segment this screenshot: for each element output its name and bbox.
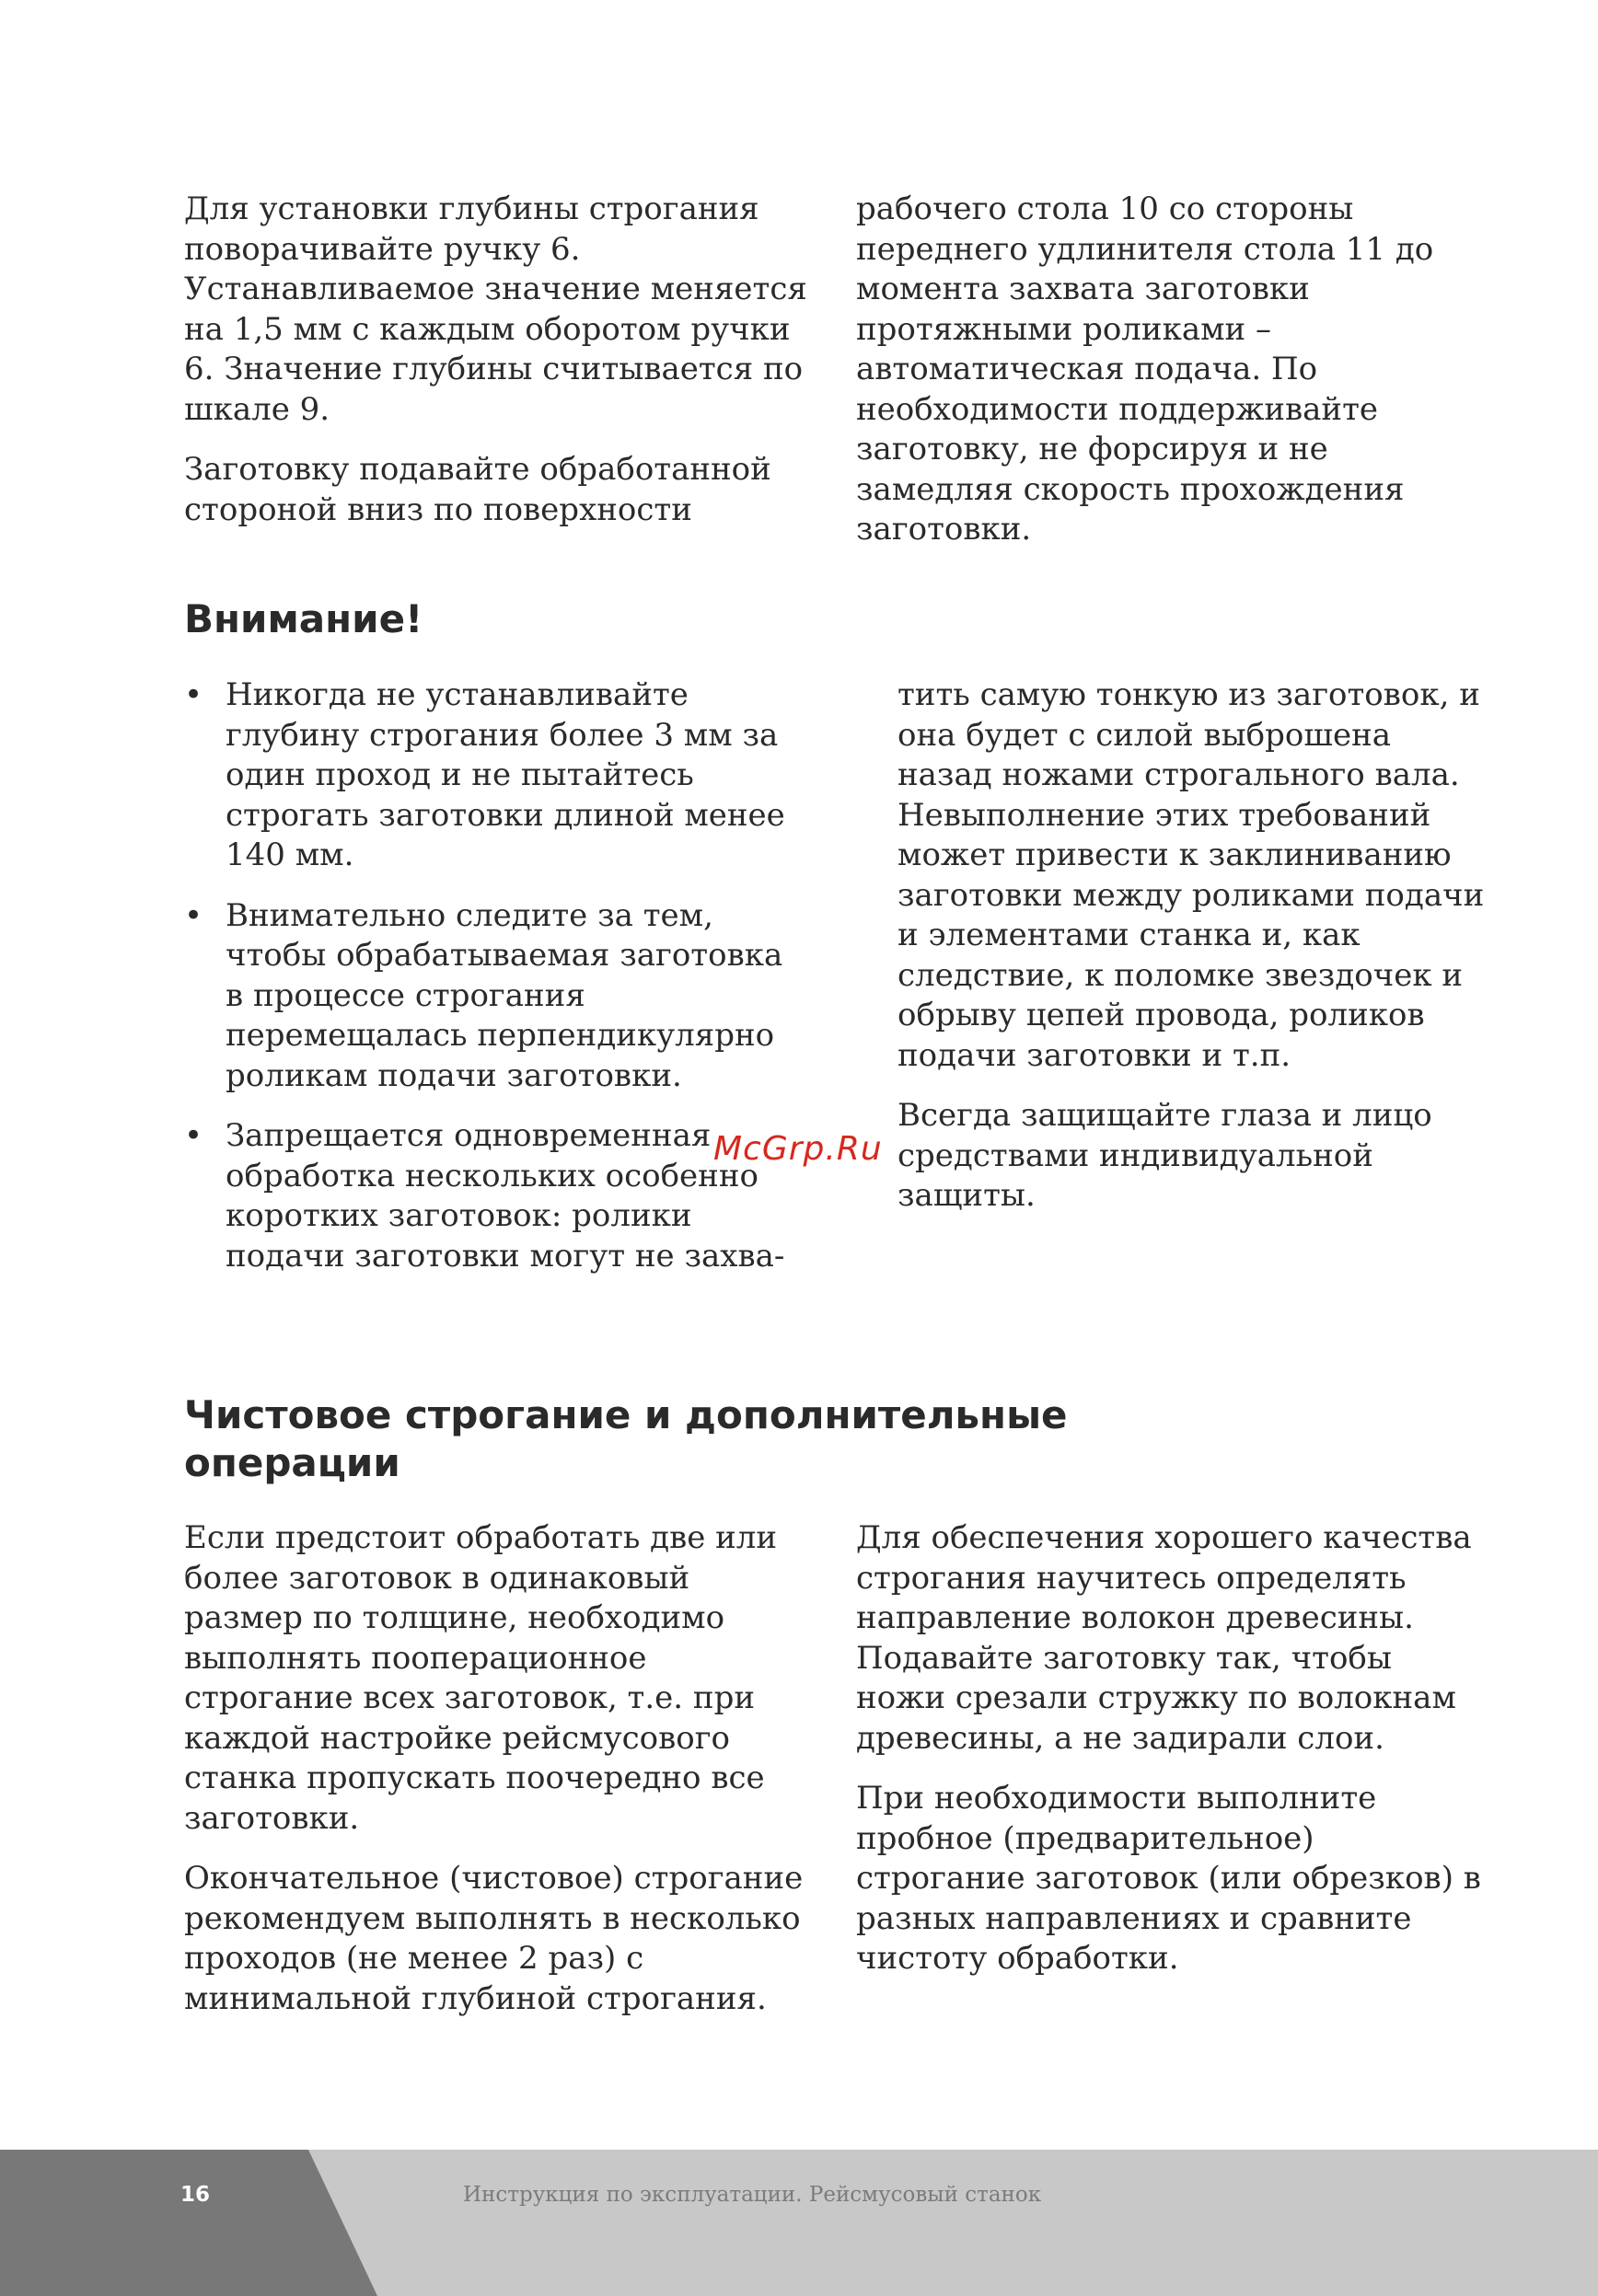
final-planing-paragraph: Окончательное (чистовое) строгание рекомендуем выполнять в несколько проходов (не менее 2 раз) с минимальной глубиной строгания. — [184, 1860, 804, 2017]
bullet-marker: • — [184, 1117, 203, 1154]
warning-item-multiple — [184, 1116, 792, 1276]
section1-right-column — [856, 190, 1482, 550]
grain-direction-paragraph: Для обеспечения хорошего качества строгания научитесь определять направление волокон древесины. Подавайте заготовку так, чтобы ножи срезали стружку по волокнам древесины, а не задирали слои. — [856, 1519, 1472, 1757]
warning-right-column — [897, 675, 1487, 1217]
bullet-marker: • — [184, 896, 203, 934]
finishing-right-column — [856, 1518, 1482, 1979]
finishing-heading: Чистовое строгание и дополнительные операции — [184, 1392, 1068, 1485]
finishing-left-column — [184, 1518, 810, 2019]
warning-item-depth — [184, 675, 792, 876]
warning-bullet-list — [184, 675, 792, 1276]
warning-item-text: Внимательно следите за тем, чтобы обрабатываемая заготовка в процессе строгания перемещалась перпендикулярно роликам подачи заготовки. — [226, 896, 783, 1094]
page-number: 16 — [180, 2183, 211, 2207]
eye-protection-paragraph: Всегда защищайте глаза и лицо средствами индивидуальной защиты. — [897, 1097, 1432, 1214]
footer-tab-shape — [0, 2150, 377, 2296]
bullet-marker: • — [184, 676, 203, 713]
operation-planing-paragraph: Если предстоит обработать две или более заготовок в одинаковый размер по толщине, необходимо выполнять пооперационное строгание всех заготовок, т.е. при каждой настройке рейсмусового станка пропускать поочередно все заготовки. — [184, 1519, 778, 1837]
trial-planing-paragraph: При необходимости выполните пробное (предварительное) строгание заготовок (или обрезков) в разных направлениях и сравните чистоту обработки. — [856, 1780, 1481, 1977]
warning-item-perpendicular — [184, 896, 792, 1097]
warning-left-column — [184, 675, 792, 1297]
watermark-text: McGrp.Ru — [713, 1130, 883, 1168]
warning-item-text: Никогда не устанавливайте глубину строгания более 3 мм за один проход и не пытайтесь строгать заготовки длиной менее 140 мм. — [226, 676, 785, 873]
warning-heading: Внимание! — [184, 596, 423, 641]
warning-item-text: Запрещается одновременная обработка нескольких особенно коротких заготовок: ролики подачи заготовки могут не захва- — [226, 1117, 785, 1275]
feeding-paragraph-start: Заготовку подавайте обработанной стороной вниз по поверхности — [184, 451, 771, 528]
warning-continuation-paragraph: тить самую тонкую из заготовок, и она будет с силой выброшена назад ножами строгального вала. Невыполнение этих требований может привести к заклиниванию заготовки между роликами подачи и элементами станка и, как следствие, к поломке звездочек и обрыву цепей провода, роликов подачи заготовки и т.п. — [897, 676, 1485, 1074]
footer-page-tab — [0, 2150, 387, 2296]
section1-left-column — [184, 190, 810, 530]
footer-document-title: Инструкция по эксплуатации. Рейсмусовый станок — [463, 2183, 1042, 2207]
depth-setting-paragraph: Для установки глубины строгания поворачивайте ручку 6. Устанавливаемое значение меняется на 1,5 мм с каждым оборотом ручки 6. Значение глубины считывается по шкале 9. — [184, 190, 807, 428]
feeding-paragraph-end: рабочего стола 10 со стороны переднего удлинителя стола 11 до момента захвата заготовки протяжными роликами – автоматическая подача. По необходимости поддерживайте заготовку, не форсируя и не замедляя скорость прохождения заготовки. — [856, 190, 1434, 548]
